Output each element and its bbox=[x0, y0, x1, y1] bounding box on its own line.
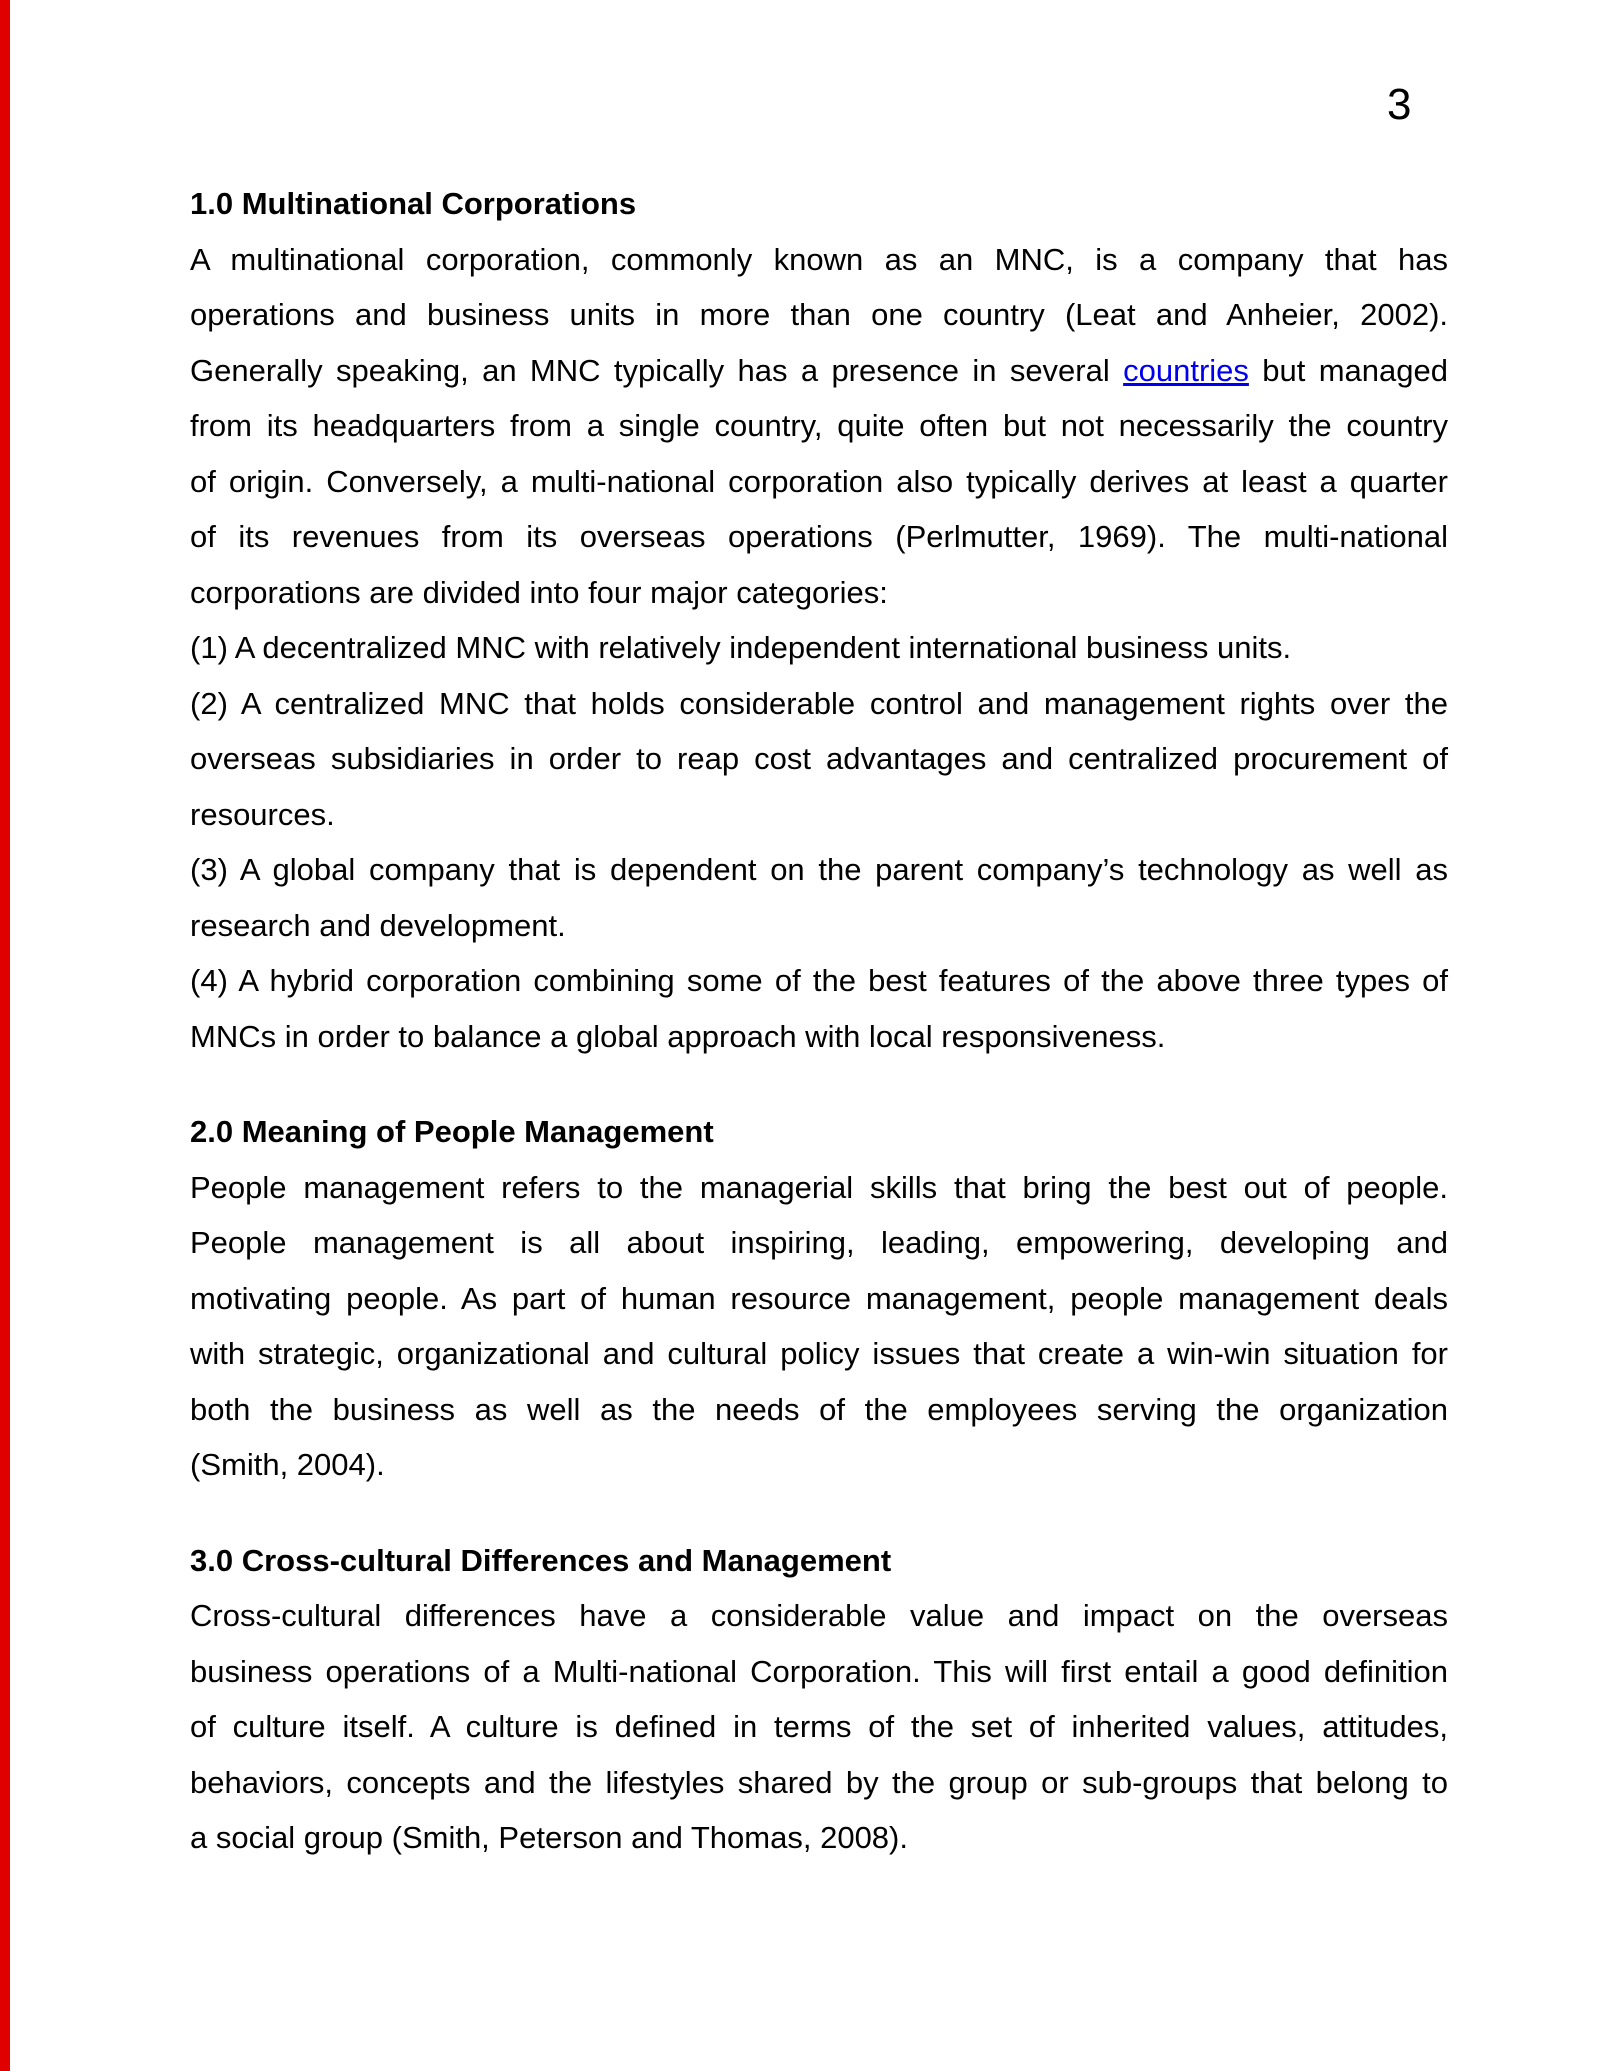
text-line: (1) A decentralized MNC with relatively independent international business units. bbox=[190, 630, 1292, 665]
text-line: motivating people. As part of human resource management, people management deals bbox=[190, 1280, 1448, 1316]
text-line: (3) A global company that is dependent on the parent company’s technology as well as bbox=[190, 852, 1448, 887]
text-line bbox=[190, 343, 1448, 399]
text-line: resources. bbox=[190, 796, 335, 832]
text-line: business operations of a Multi-national Corporation. This will first entail a good definition bbox=[190, 1653, 1448, 1689]
section-heading: 2.0 Meaning of People Management bbox=[190, 1114, 714, 1149]
text-line: with strategic, organizational and cultural policy issues that create a win-win situation for bbox=[190, 1336, 1448, 1371]
text-segment: but managed bbox=[1248, 352, 1449, 388]
text-line: (2) A centralized MNC that holds considerable control and management rights over the bbox=[190, 685, 1448, 721]
left-accent-stripe bbox=[0, 0, 10, 2071]
text-line: a social group (Smith, Peterson and Thomas, 2008). bbox=[190, 1820, 908, 1855]
text-line: MNCs in order to balance a global approach with local responsiveness. bbox=[190, 1018, 1166, 1054]
text-line: corporations are divided into four major categories: bbox=[190, 574, 888, 610]
section-heading: 3.0 Cross-cultural Differences and Management bbox=[190, 1542, 892, 1578]
text-line: behaviors, concepts and the lifestyles shared by the group or sub-groups that belong to bbox=[190, 1764, 1448, 1800]
text-line: from its headquarters from a single country, quite often but not necessarily the country bbox=[190, 408, 1448, 443]
text-line: research and development. bbox=[190, 907, 566, 943]
text-line: both the business as well as the needs of the employees serving the organization bbox=[190, 1391, 1448, 1427]
section-heading: 1.0 Multinational Corporations bbox=[190, 186, 637, 221]
page-number: 3 bbox=[1387, 80, 1412, 129]
text-line: People management refers to the managerial skills that bring the best out of people. bbox=[190, 1169, 1448, 1205]
text-line: of its revenues from its overseas operations (Perlmutter, 1969). The multi-national bbox=[190, 519, 1448, 554]
countries-link[interactable]: countries bbox=[1123, 352, 1249, 388]
text-line: of culture itself. A culture is defined in terms of the set of inherited values, attitudes, bbox=[190, 1709, 1448, 1744]
text-line: Cross-cultural differences have a considerable value and impact on the overseas bbox=[190, 1598, 1448, 1633]
text-line: overseas subsidiaries in order to reap cost advantages and centralized procurement of bbox=[190, 741, 1448, 776]
section-gap bbox=[190, 1064, 1448, 1104]
text-line: of origin. Conversely, a multi-national corporation also typically derives at least a quarter bbox=[190, 463, 1448, 499]
section-gap bbox=[190, 1493, 1448, 1533]
text-line: operations and business units in more than one country (Leat and Anheier, 2002). bbox=[190, 297, 1448, 332]
text-line: People management is all about inspiring, leading, empowering, developing and bbox=[190, 1225, 1448, 1260]
text-segment: Generally speaking, an MNC typically has a presence in several bbox=[190, 352, 1124, 388]
text-line: (Smith, 2004). bbox=[190, 1447, 385, 1482]
text-line: A multinational corporation, commonly known as an MNC, is a company that has bbox=[190, 241, 1448, 277]
text-line: (4) A hybrid corporation combining some of the best features of the above three types of bbox=[190, 963, 1448, 998]
document-content bbox=[190, 176, 1448, 1866]
